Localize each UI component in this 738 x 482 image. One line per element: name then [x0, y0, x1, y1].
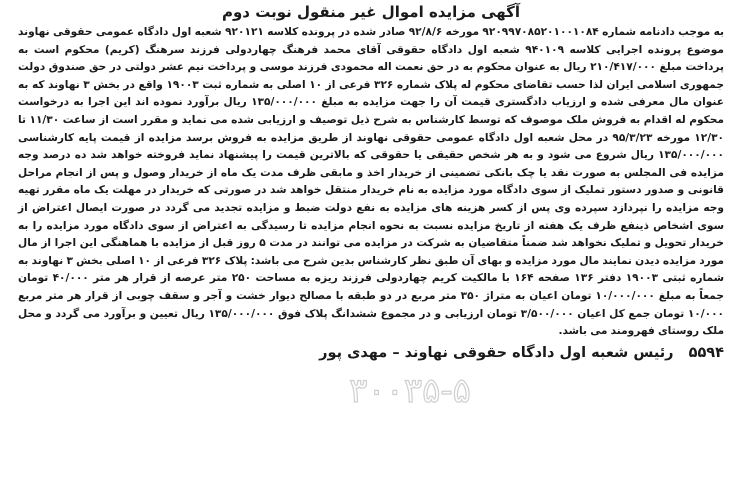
notice-body: به موجب دادنامه شماره ۹۲۰۹۹۷۰۸۵۲۰۱۰۰۱۰۸۴ مورخه ۹۲/۸/۶ صادر شده در پرونده کلاسه ۹۲۰۱۲۱ شعبه اول دادگاه عمومی حقوقی نهاوند موضوع پرونده اجرایی کلاسه ۹۴۰۱۰۹ شعبه اول دادگاه حقوقی آقای محمد فرهنگ چهاردولی فرزند سرهنگ (کریم) محکوم است به پرداخت مبلغ ۲۱۰/۴۱۷/۰۰۰ ریال به عنوان محکوم به در حق نعمت اله محمودی فرزند موسی و پرداخت نیم عشر دولتی در حق صندوق دولت جمهوری اسلامی ایران لذا حسب تقاضای محکوم له پلاک شماره ۳۲۶ فرعی از ۱۰ اصلی به شماره ثبت ۱۹۰۰۳ واقع در بخش ۳ نهاوند که به عنوان مال معرفی شده و ارزیاب دادگستری قیمت آن را جهت مزایده به مبلغ ۱۳۵/۰۰۰/۰۰۰ ریال برآورد نموده اند این اجرا به درخواست محکوم له اقدام به فروش ملک موصوف که توسط کارشناس به شرح ذیل توصیف و ارزیابی شده می نماید و مقرر است از ساعت ۱۱/۳۰ تا ۱۲/۳۰ مورخه ۹۵/۳/۲۳ در محل شعبه اول دادگاه عمومی حقوقی نهاوند از طریق مزایده به فروش برسد مزایده از قیمت پایه کارشناسی ۱۳۵/۰۰۰/۰۰۰ ریال شروع می شود و به هر شخص حقیقی یا حقوقی که بالاترین قیمت را پیشنهاد نماید فروخته خواهد شد ده درصد وجه مزایده فی المجلس به صورت نقد یا چک بانکی تضمینی از خریدار اخذ و مابقی ظرف مدت یک ماه از خریدار وصول و پس از انجام مراحل قانونی و صدور دستور تملیک از سوی دادگاه مورد مزایده به نام خریدار منتقل خواهد شد در صورتی که خریدار در مهلت یک ماه مقرر تهیه وجه مزایده را نپردازد سپرده وی پس از کسر هزینه های مزایده به نفع دولت ضبط و مزایده تجدید می گردد در صورت ایصال اعتراض از سوی اشخاص ذینفع ظرف یک هفته از تاریخ مزایده نسبت به نحوه انجام مزایده تا رسیدگی به اعتراض از سوی دادگاه مورد مزایده را به خریدار تحویل و تملیک نخواهد شد ضمناً متقاضیان به شرکت در مزایده می توانند در مدت ۵ روز قبل از مزایده با هماهنگی این اجرا از مال مورد مزایده دیدن نمایند مال مورد مزایده و بهای آن طبق نظر کارشناس بدین شرح می باشد: پلاک ۳۲۶ فرعی از ۱۰ اصلی بخش ۳ نهاوند به شماره ثبتی ۱۹۰۰۳ دفتر ۱۳۶ صفحه ۱۶۴ با مالکیت کریم چهاردولی فرزند ریزه به مساحت ۲۵۰ متر عرصه از قرار هر متر ۴۰/۰۰۰ تومان جمعاً به مبلغ ۱۰/۰۰۰/۰۰۰ تومان اعیان به متراژ ۳۵۰ متر مربع در دو طبقه با مصالح دیوار خشت و آجر و سقف چوبی از قرار هر متر مربع ۱۰/۰۰۰ تومان جمع کل اعیان ۳/۵۰۰/۰۰۰ تومان ارزیابی و در مجموع ششدانگ پلاک فوق ۱۳۵/۰۰۰/۰۰۰ ریال تعیین و برآورد می گردد و محل ملک روستای فهرومند می باشد. — [18, 26, 725, 338]
notice-code: ۵۵۹۴ — [688, 344, 724, 361]
signature-text: رئیس شعبه اول دادگاه حقوقی نهاوند – مهدی پور — [319, 344, 674, 361]
stamp-text: ۳۰۰۳۵-۵ — [349, 371, 471, 411]
notice-signature — [18, 343, 724, 363]
watermark-stamp — [310, 364, 510, 414]
notice-title: آگهی مزایده اموال غیر منقول نوبت دوم — [221, 3, 521, 21]
legal-notice — [18, 2, 724, 363]
